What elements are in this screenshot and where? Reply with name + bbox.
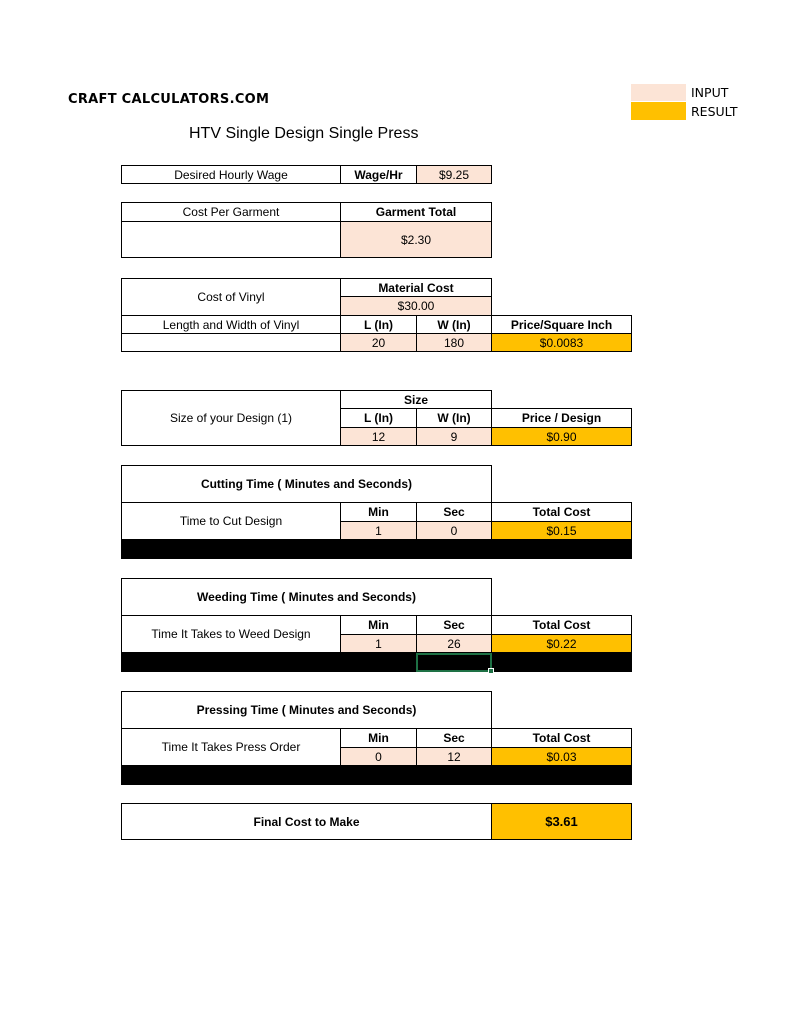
vinyl-width-header: W (In) <box>416 315 492 334</box>
weeding-total-header: Total Cost <box>491 615 632 635</box>
final-cost-label: Final Cost to Make <box>121 803 492 840</box>
cutting-time-label: Time to Cut Design <box>121 502 341 540</box>
vinyl-dims-label: Length and Width of Vinyl <box>121 315 341 334</box>
design-length-input[interactable]: 12 <box>340 427 417 446</box>
garment-header: Garment Total <box>340 202 492 222</box>
wage-header: Wage/Hr <box>340 165 417 184</box>
garment-label-spacer <box>121 221 341 258</box>
page-title: HTV Single Design Single Press <box>189 125 419 142</box>
pressing-sec-header: Sec <box>416 728 492 748</box>
price-per-design-header: Price / Design <box>491 408 632 428</box>
price-per-sq-inch-header: Price/Square Inch <box>491 315 632 334</box>
final-cost-result: $3.61 <box>491 803 632 840</box>
material-cost-header: Material Cost <box>340 278 492 297</box>
vinyl-dims-spacer <box>121 333 341 352</box>
fill-handle[interactable] <box>488 668 494 674</box>
vinyl-cost-label: Cost of Vinyl <box>121 278 341 316</box>
pressing-total-header: Total Cost <box>491 728 632 748</box>
pressing-total-result: $0.03 <box>491 747 632 766</box>
vinyl-length-header: L (In) <box>340 315 417 334</box>
weeding-total-result: $0.22 <box>491 634 632 653</box>
weeding-sec-header: Sec <box>416 615 492 635</box>
pressing-separator-bar <box>121 766 632 785</box>
vinyl-width-input[interactable]: 180 <box>416 333 492 352</box>
wage-input[interactable]: $9.25 <box>416 165 492 184</box>
material-cost-input[interactable]: $30.00 <box>340 296 492 316</box>
pressing-sec-input[interactable]: 12 <box>416 747 492 766</box>
price-per-design-result: $0.90 <box>491 427 632 446</box>
weeding-time-header: Weeding Time ( Minutes and Seconds) <box>121 578 492 616</box>
wage-label: Desired Hourly Wage <box>121 165 341 184</box>
legend-result-swatch <box>631 102 686 120</box>
pressing-time-header: Pressing Time ( Minutes and Seconds) <box>121 691 492 729</box>
brand-name: CRAFT CALCULATORS.COM <box>68 92 270 107</box>
design-width-input[interactable]: 9 <box>416 427 492 446</box>
price-per-sq-inch-result: $0.0083 <box>491 333 632 352</box>
weeding-min-header: Min <box>340 615 417 635</box>
design-size-header: Size <box>340 390 492 409</box>
legend-result-label: RESULT <box>691 104 738 119</box>
cutting-sec-header: Sec <box>416 502 492 522</box>
design-length-header: L (In) <box>340 408 417 428</box>
garment-input[interactable]: $2.30 <box>340 221 492 258</box>
weeding-separator-bar <box>121 653 632 672</box>
weeding-sec-input[interactable]: 26 <box>416 634 492 653</box>
cutting-min-input[interactable]: 1 <box>340 521 417 540</box>
selected-cell[interactable] <box>416 653 492 672</box>
cutting-separator-bar <box>121 540 632 559</box>
cutting-min-header: Min <box>340 502 417 522</box>
pressing-time-label: Time It Takes Press Order <box>121 728 341 766</box>
vinyl-length-input[interactable]: 20 <box>340 333 417 352</box>
garment-label: Cost Per Garment <box>121 202 341 222</box>
weeding-time-label: Time It Takes to Weed Design <box>121 615 341 653</box>
cutting-total-header: Total Cost <box>491 502 632 522</box>
pressing-min-input[interactable]: 0 <box>340 747 417 766</box>
cutting-time-header: Cutting Time ( Minutes and Seconds) <box>121 465 492 503</box>
cutting-total-result: $0.15 <box>491 521 632 540</box>
legend-input-swatch <box>631 84 686 101</box>
cutting-sec-input[interactable]: 0 <box>416 521 492 540</box>
legend-input-label: INPUT <box>691 85 729 100</box>
pressing-min-header: Min <box>340 728 417 748</box>
design-size-label: Size of your Design (1) <box>121 390 341 446</box>
weeding-min-input[interactable]: 1 <box>340 634 417 653</box>
design-width-header: W (In) <box>416 408 492 428</box>
